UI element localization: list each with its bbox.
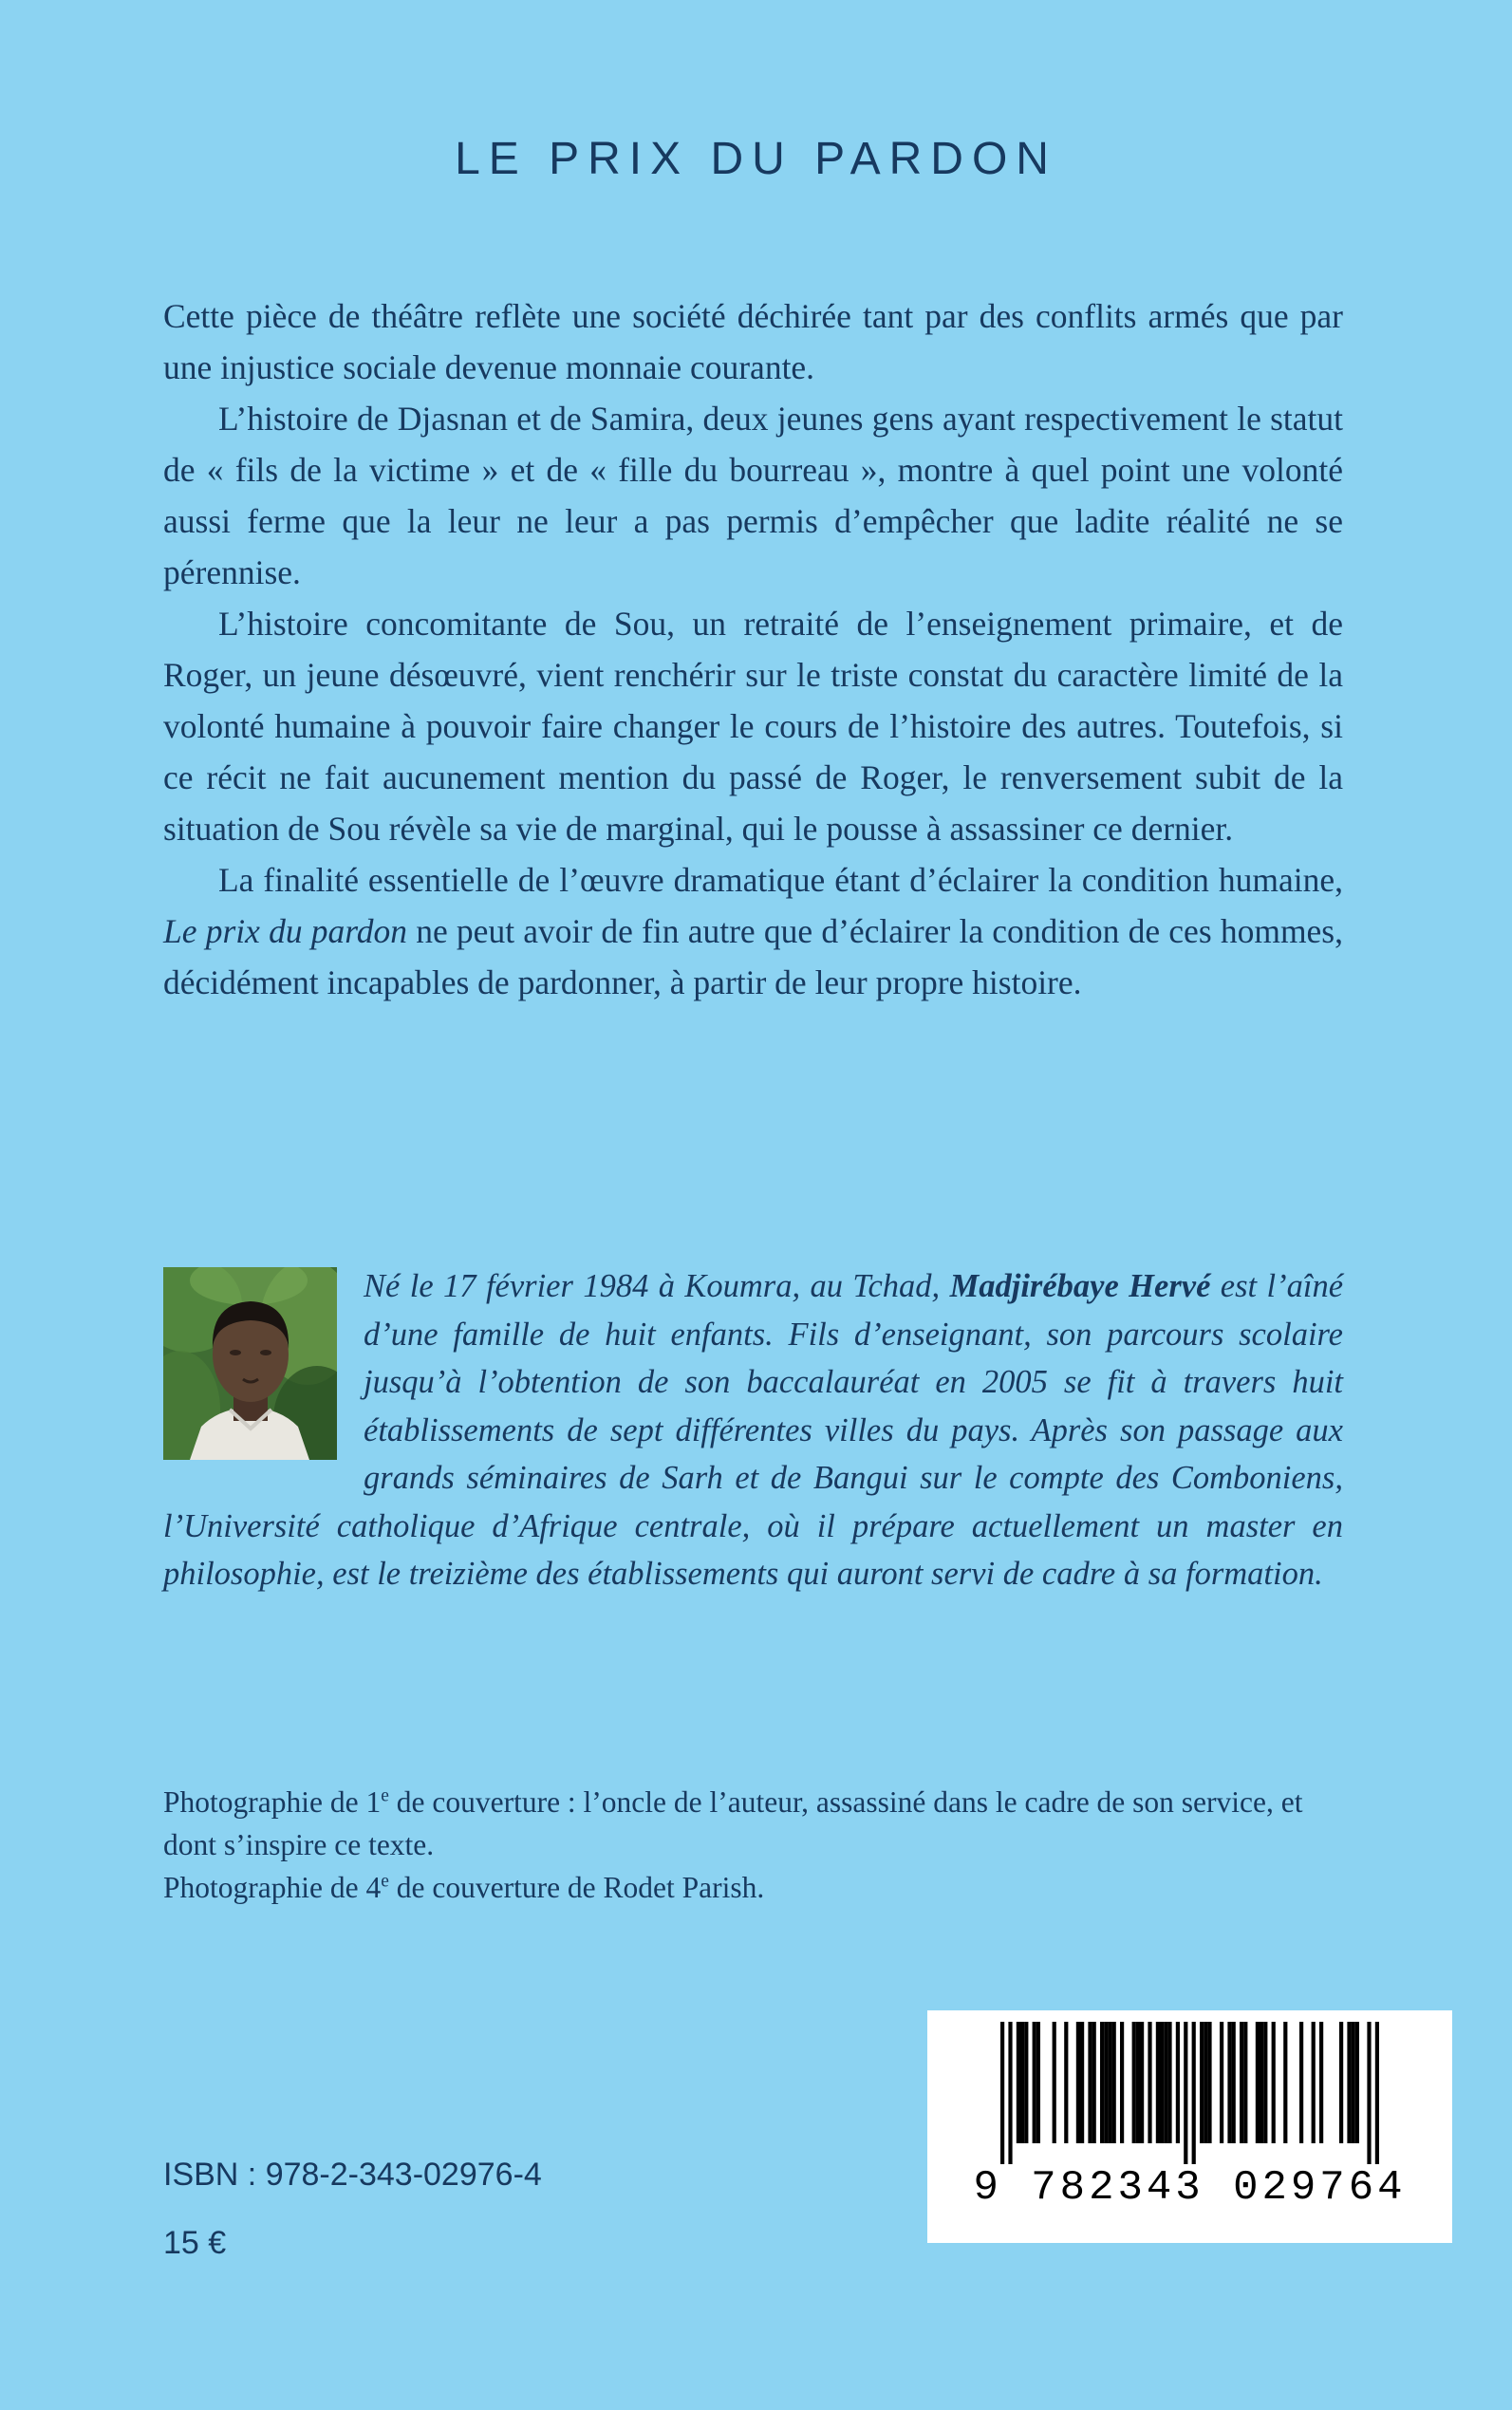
author-photo xyxy=(163,1267,337,1460)
credit-text: de couverture : l’oncle de l’auteur, assassiné dans le cadre de son service, et dont s’inspire ce texte. xyxy=(163,1785,1303,1861)
credit-front-cover xyxy=(163,1781,1343,1866)
photo-credits xyxy=(163,1781,1343,1909)
author-name: Madjirébaye Hervé xyxy=(949,1268,1211,1304)
synopsis-paragraph: Cette pièce de théâtre reflète une société déchirée tant par des conflits armés que par une injustice sociale devenue monnaie courante. xyxy=(163,297,1343,386)
isbn-text: ISBN : 978-2-343-02976-4 xyxy=(163,2157,542,2193)
synopsis-paragraph xyxy=(163,854,1343,1008)
bio-intro: Né le 17 février 1984 à Koumra, au Tchad, xyxy=(364,1268,950,1304)
author-portrait-image xyxy=(163,1267,337,1460)
synopsis-text: ne peut avoir de fin autre que d’éclairer la condition de ces hommes, décidément incapables de pardonner, à partir de leur propre histoire. xyxy=(163,912,1344,1001)
synopsis-paragraph: L’histoire concomitante de Sou, un retraité de l’enseignement primaire, et de Roger, un jeune désœuvré, vient renchérir sur le triste constat du caractère limité de la volonté humaine à pouvoir faire changer le cours de l’histoire des autres. Toutefois, si ce récit ne fait aucunement mention du passé de Roger, le renversement subit de la situation de Sou révèle sa vie de marginal, qui le pousse à assassiner ce dernier. xyxy=(163,605,1343,848)
synopsis-paragraph: L’histoire de Djasnan et de Samira, deux jeunes gens ayant respectivement le statut de « fils de la victime » et de « fille du bourreau », montre à quel point une volonté aussi ferme que la leur ne leur a pas permis d’empêcher que ladite réalité ne se pérennise. xyxy=(163,400,1343,591)
credit-back-cover xyxy=(163,1866,1343,1909)
synopsis xyxy=(163,290,1343,1008)
bio-rest: est l’aîné d’une famille de huit enfants. Fils d’enseignant, son parcours scolaire jusqu’à l’obtention de son baccalauréat en 2005 se fit à travers huit établissements de sept différentes villes du pays. Après son passage aux grands séminaires de Sarh et de Bangui sur le compte des Comboniens, l’Université catholique d’Afrique centrale, où il prépare actuellement un master en philosophie, est le treizième des établissements qui auront servi de cadre à sa formation. xyxy=(163,1268,1344,1592)
book-title-inline: Le prix du pardon xyxy=(163,912,408,950)
credit-sup: e xyxy=(381,1871,389,1892)
credit-text: de couverture de Rodet Parish. xyxy=(388,1871,765,1904)
synopsis-text: La finalité essentielle de l’œuvre dramatique étant d’éclairer la condition humaine, xyxy=(218,861,1343,899)
barcode-bars xyxy=(1000,2022,1379,2164)
book-title: LE PRIX DU PARDON xyxy=(455,134,1057,184)
author-bio-text xyxy=(163,1262,1343,1598)
author-bio xyxy=(163,1262,1343,1598)
barcode xyxy=(927,2010,1452,2243)
barcode-number: 9 782343 029764 xyxy=(973,2164,1407,2212)
price-text: 15 € xyxy=(163,2225,227,2261)
credit-text: Photographie de 4 xyxy=(163,1871,382,1904)
credit-sup: e xyxy=(381,1785,389,1806)
credit-text: Photographie de 1 xyxy=(163,1785,382,1819)
